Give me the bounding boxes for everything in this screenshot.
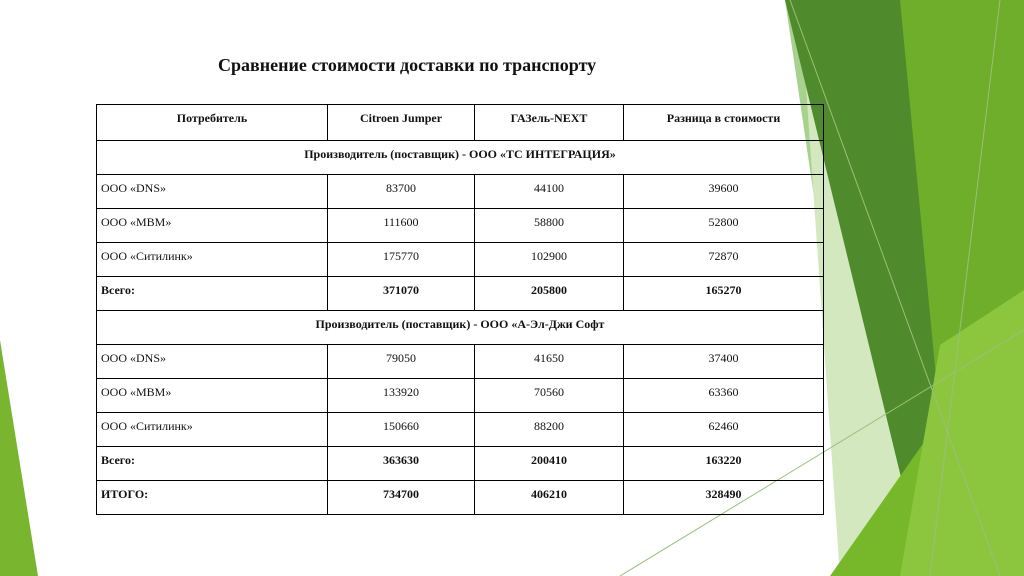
- consumer-cell: ООО «Ситилинк»: [97, 243, 328, 277]
- subtotal-difference: 163220: [624, 447, 824, 481]
- section-row: [97, 311, 824, 345]
- citroen-cell: 111600: [328, 209, 475, 243]
- consumer-cell: ООО «МВМ»: [97, 379, 328, 413]
- subtotal-label: Всего:: [97, 447, 328, 481]
- citroen-cell: 150660: [328, 413, 475, 447]
- grand-total-difference: 328490: [624, 481, 824, 515]
- subtotal-gazel: 200410: [475, 447, 624, 481]
- difference-cell: 39600: [624, 175, 824, 209]
- section-label-1: Производитель (поставщик) - ООО «ТС ИНТЕГРАЦИЯ»: [97, 141, 824, 175]
- header-difference: Разница в стоимости: [624, 105, 824, 141]
- subtotal-difference: 165270: [624, 277, 824, 311]
- gazel-cell: 44100: [475, 175, 624, 209]
- subtotal-label: Всего:: [97, 277, 328, 311]
- subtotal-row: [97, 277, 824, 311]
- slide-title: Сравнение стоимости доставки по транспорту: [218, 55, 597, 75]
- grand-total-label: ИТОГО:: [97, 481, 328, 515]
- gazel-cell: 58800: [475, 209, 624, 243]
- header-consumer: Потребитель: [97, 105, 328, 141]
- gazel-cell: 41650: [475, 345, 624, 379]
- header-gazel: ГАЗель-NEXT: [475, 105, 624, 141]
- grand-total-citroen: 734700: [328, 481, 475, 515]
- left-green-sliver: [0, 340, 38, 576]
- difference-cell: 52800: [624, 209, 824, 243]
- subtotal-citroen: 363630: [328, 447, 475, 481]
- difference-cell: 72870: [624, 243, 824, 277]
- difference-cell: 63360: [624, 379, 824, 413]
- consumer-cell: ООО «Ситилинк»: [97, 413, 328, 447]
- table-row: [97, 243, 824, 277]
- difference-cell: 62460: [624, 413, 824, 447]
- subtotal-row: [97, 447, 824, 481]
- grand-total-gazel: 406210: [475, 481, 624, 515]
- citroen-cell: 79050: [328, 345, 475, 379]
- difference-cell: 37400: [624, 345, 824, 379]
- table-row: [97, 379, 824, 413]
- subtotal-gazel: 205800: [475, 277, 624, 311]
- table-row: [97, 345, 824, 379]
- consumer-cell: ООО «МВМ»: [97, 209, 328, 243]
- header-row: [97, 105, 824, 141]
- citroen-cell: 83700: [328, 175, 475, 209]
- citroen-cell: 175770: [328, 243, 475, 277]
- citroen-cell: 133920: [328, 379, 475, 413]
- cost-comparison-table: [96, 104, 824, 515]
- table-row: [97, 413, 824, 447]
- table-row: [97, 209, 824, 243]
- consumer-cell: ООО «DNS»: [97, 345, 328, 379]
- gazel-cell: 70560: [475, 379, 624, 413]
- table-row: [97, 175, 824, 209]
- consumer-cell: ООО «DNS»: [97, 175, 328, 209]
- subtotal-citroen: 371070: [328, 277, 475, 311]
- grand-total-row: [97, 481, 824, 515]
- gazel-cell: 88200: [475, 413, 624, 447]
- section-label-2: Производитель (поставщик) - ООО «А-Эл-Джи Софт: [97, 311, 824, 345]
- header-citroen: Citroen Jumper: [328, 105, 475, 141]
- gazel-cell: 102900: [475, 243, 624, 277]
- section-row: [97, 141, 824, 175]
